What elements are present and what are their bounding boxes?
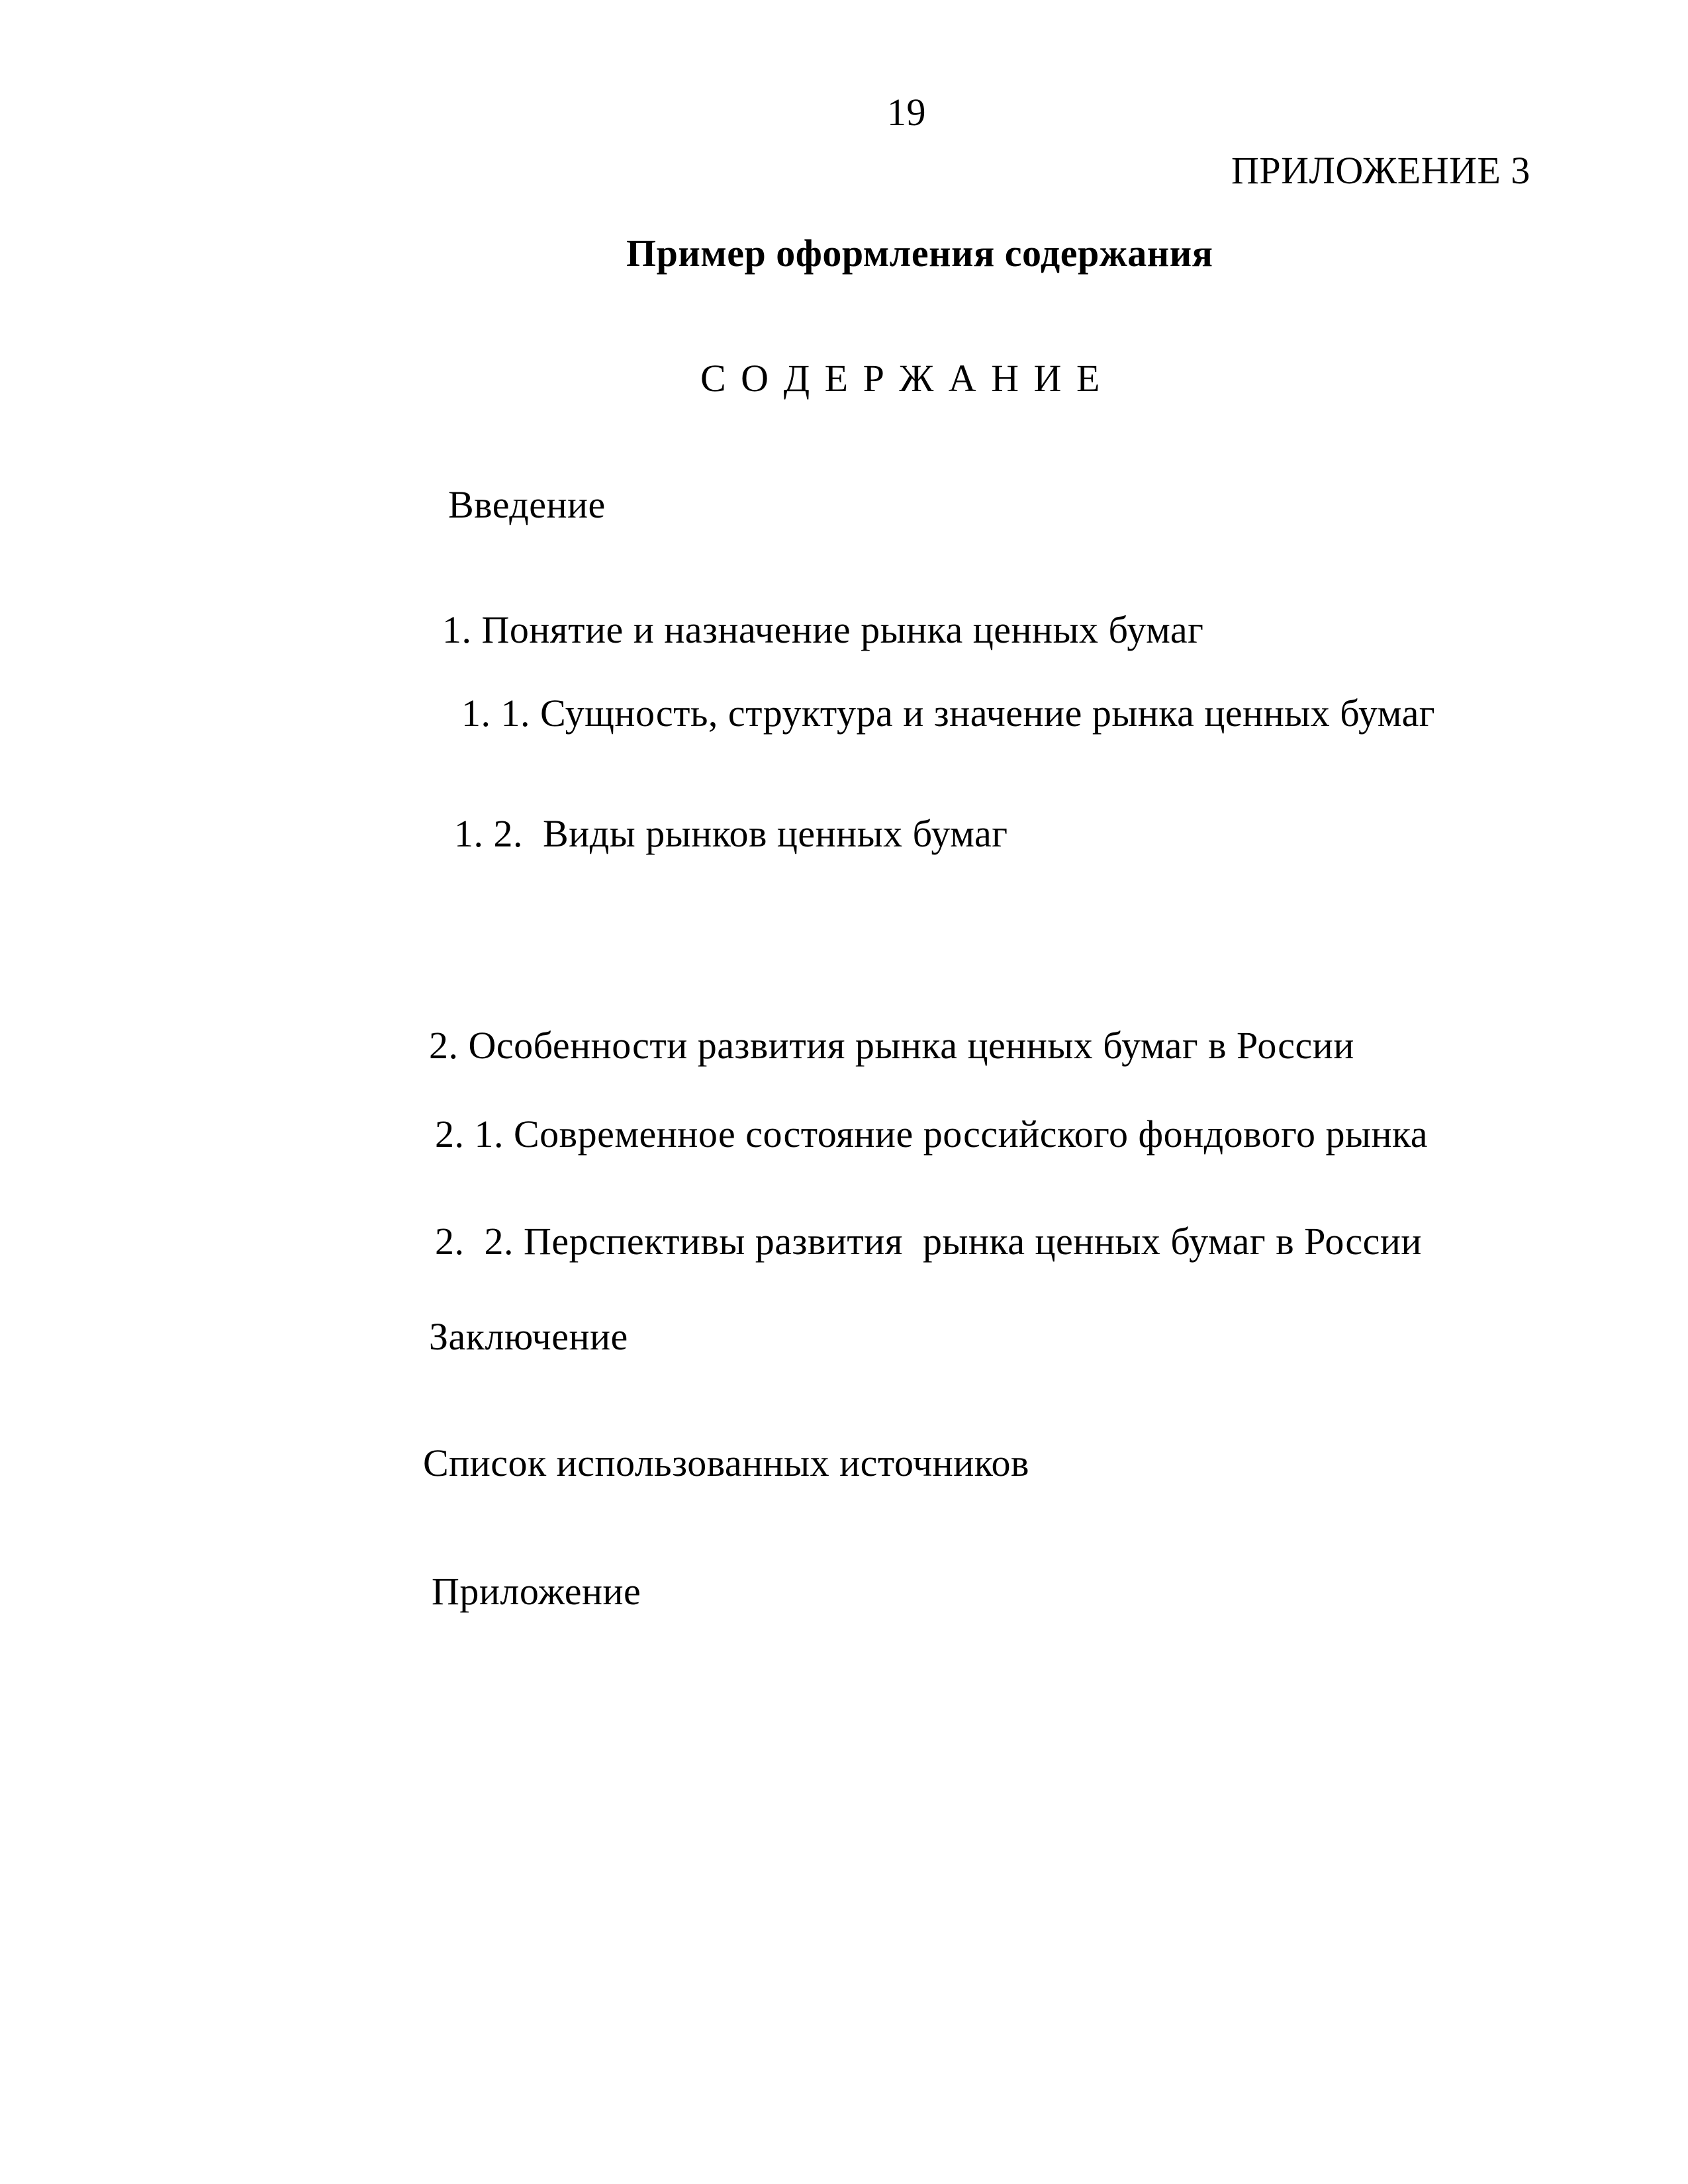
page-number: 19 [887,91,926,134]
toc-entry-chapter-2: 2. Особенности развития рынка ценных бумаг в России [429,1024,1354,1067]
toc-entry-conclusion: Заключение [429,1315,628,1358]
document-title: Пример оформления содержания [626,232,1213,275]
toc-entry-section-2-2: 2. 2. Перспективы развития рынка ценных бумаг в России [435,1220,1422,1263]
toc-entry-chapter-1: 1. Понятие и назначение рынка ценных бумаг [442,608,1204,651]
toc-heading: С О Д Е Р Ж А Н И Е [700,357,1103,400]
toc-entry-section-1-2: 1. 2. Виды рынков ценных бумаг [454,812,1008,855]
toc-entry-appendix: Приложение [432,1570,641,1613]
toc-entry-section-2-1: 2. 1. Современное состояние российского фондового рынка [435,1113,1429,1156]
toc-entry-references: Список использованных источников [423,1441,1029,1484]
toc-entry-section-1-1: 1. 1. Сущность, структура и значение рынка ценных бумаг [461,692,1436,735]
appendix-label: ПРИЛОЖЕНИЕ 3 [1231,149,1530,192]
toc-entry-introduction: Введение [448,483,606,526]
